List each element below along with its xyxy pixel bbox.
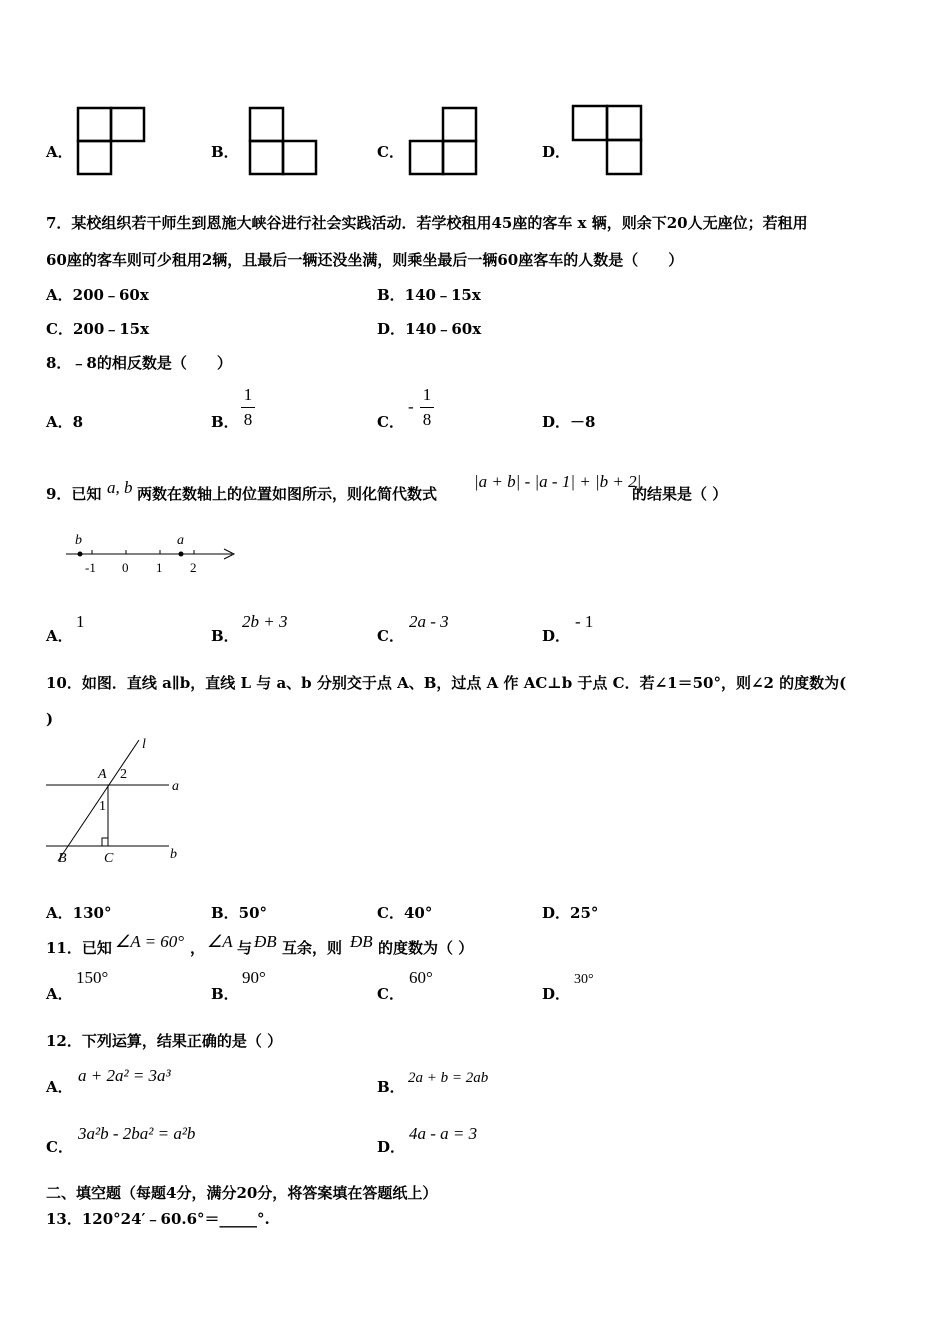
q10-label-B: B <box>58 851 67 866</box>
q10-option-d: D．25° <box>542 904 599 922</box>
q9-option-d-label: D． <box>542 627 571 645</box>
q11-complement: 互余，则 <box>282 939 343 957</box>
q9-stem-middle: 两数在数轴上的位置如图所示，则化简代数式 <box>137 485 438 503</box>
q8-option-c-minus: - <box>408 397 414 416</box>
q10-label-1: 1 <box>99 799 106 814</box>
q7-option-c: C．200﹣15x <box>46 320 150 338</box>
q11-angle-a: ∠A <box>207 932 233 951</box>
q9-number-line <box>58 528 243 578</box>
q9-option-a-label: A． <box>46 627 73 645</box>
section2-heading: 二、填空题（每题4分，满分20分，将答案填在答题纸上） <box>46 1184 438 1202</box>
q8-b-numerator: 1 <box>243 385 253 404</box>
q9-label-a: a <box>177 533 184 548</box>
q10-option-c: C．40° <box>377 904 433 922</box>
q11-stem-prefix: 11．已知 <box>46 939 112 957</box>
q6-figure-d <box>571 104 645 178</box>
q8-c-numerator: 1 <box>422 385 432 404</box>
q13-text: 13．120°24′﹣60.6°＝_____°. <box>46 1210 270 1228</box>
q9-option-c-label: C． <box>377 627 404 645</box>
q10-label-a: a <box>172 779 179 794</box>
q8-option-d: D．－8 <box>542 413 596 431</box>
q9-tick-0: 0 <box>122 560 129 575</box>
q9-expression: |a + b| - |a - 1| + |b + 2| <box>474 472 642 491</box>
q6-figure-a <box>76 106 146 176</box>
q10-option-b: B．50° <box>211 904 268 922</box>
q6-figure-b <box>248 106 320 178</box>
q8-stem: 8．﹣8的相反数是（ ） <box>46 354 232 372</box>
q12-option-a-label: A． <box>46 1078 73 1096</box>
q9-stem-prefix: 9．已知 <box>46 485 102 503</box>
q11-angle-b: ÐB <box>254 932 277 951</box>
q12-option-b-value: 2a + b = 2ab <box>408 1070 489 1086</box>
q12-option-d-label: D． <box>377 1138 406 1156</box>
q12-option-c-value: 3a²b - 2ba² = a²b <box>78 1124 196 1143</box>
q11-comma: ， <box>190 939 206 957</box>
q12-option-d-value: 4a - a = 3 <box>409 1124 478 1143</box>
q11-option-d-label: D． <box>542 985 571 1003</box>
q10-stem-line2: ) <box>46 710 54 728</box>
q12-option-b-label: B． <box>377 1078 405 1096</box>
q9-tick-neg1: -1 <box>85 560 96 575</box>
q9-option-d-value: - 1 <box>575 612 594 631</box>
q9-option-b-label: B． <box>211 627 239 645</box>
q9-point-b <box>78 552 83 557</box>
q9-label-b: b <box>75 533 82 548</box>
q9-point-a <box>179 552 184 557</box>
q11-option-a-value: 150° <box>76 968 109 987</box>
q11-condition: ∠A = 60° <box>115 932 185 951</box>
q8-option-b-fraction <box>241 385 255 430</box>
q10-label-2: 2 <box>120 767 127 782</box>
q8-b-denominator: 8 <box>243 410 253 429</box>
q6-option-c-label: C． <box>377 143 404 161</box>
q7-option-d: D．140﹣60x <box>377 320 482 338</box>
q9-option-b-value: 2b + 3 <box>242 612 288 631</box>
q6-option-b-label: B． <box>211 143 239 161</box>
q7-option-a: A．200﹣60x <box>46 286 149 304</box>
q6-figure-c <box>408 106 480 178</box>
q12-option-c-label: C． <box>46 1138 73 1156</box>
q10-label-A: A <box>98 767 107 782</box>
q8-c-denominator: 8 <box>422 410 432 429</box>
q10-stem-line1: 10．如图．直线 a∥b，直线 L 与 a、b 分别交于点 A、B，过点 A 作 AC⊥b 于点 C．若∠1＝50°，则∠2 的度数为( <box>46 674 847 692</box>
q11-option-c-value: 60° <box>409 968 433 987</box>
q11-stem-suffix: 的度数为（ ） <box>378 939 474 957</box>
q9-vars: a, b <box>107 478 133 497</box>
q7-option-b: B．140﹣15x <box>377 286 481 304</box>
q11-option-d-value: 30° <box>574 972 594 987</box>
q11-option-c-label: C． <box>377 985 404 1003</box>
q8-option-c-label: C． <box>377 413 404 431</box>
q9-tick-1: 1 <box>156 560 163 575</box>
q9-option-a-value: 1 <box>76 612 85 631</box>
q8-option-c-fraction <box>420 385 434 430</box>
q8-option-b-label: B． <box>211 413 239 431</box>
q11-angle-b-2: ÐB <box>350 932 373 951</box>
q8-option-a: A．8 <box>46 413 84 431</box>
q9-option-c-value: 2a - 3 <box>409 612 449 631</box>
q6-option-d-label: D． <box>542 143 571 161</box>
q11-option-a-label: A． <box>46 985 73 1003</box>
q11-option-b-value: 90° <box>242 968 266 987</box>
q6-option-a-label: A． <box>46 143 73 161</box>
q7-stem-line1: 7．某校组织若干师生到恩施大峡谷进行社会实践活动．若学校租用45座的客车 x 辆，则余下20人无座位；若租用 <box>46 214 808 232</box>
q12-stem: 12．下列运算，结果正确的是（ ） <box>46 1032 283 1050</box>
q10-label-C: C <box>104 851 114 866</box>
q10-option-a: A．130° <box>46 904 112 922</box>
q11-option-b-label: B． <box>211 985 239 1003</box>
q9-stem-suffix: 的结果是（ ） <box>632 485 728 503</box>
q10-label-b: b <box>170 847 177 862</box>
q10-figure <box>44 734 189 869</box>
q9-tick-2: 2 <box>190 560 197 575</box>
q11-with: 与 <box>237 939 253 957</box>
q7-stem-line2: 60座的客车则可少租用2辆，且最后一辆还没坐满，则乘坐最后一辆60座客车的人数是（ ） <box>46 251 684 269</box>
q12-option-a-value: a + 2a² = 3a³ <box>78 1066 171 1085</box>
q10-label-l: l <box>142 737 146 752</box>
